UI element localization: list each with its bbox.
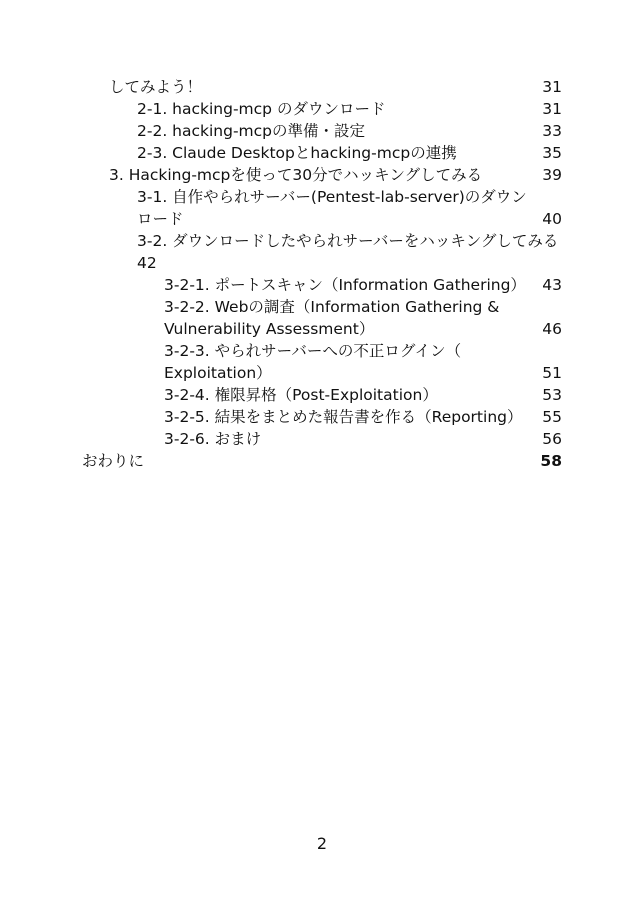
toc-entry-title: 2-3. Claude Desktopとhacking-mcpの連携	[137, 144, 457, 162]
toc-entry	[164, 274, 562, 296]
toc-entry-title: 2-1. hacking-mcp のダウンロード	[137, 100, 386, 118]
toc-entry-title: 3-2-3. やられサーバーへの不正ログイン（	[164, 342, 462, 360]
toc-entry-title: 3-1. 自作やられサーバー(Pentest-lab-server)のダウン	[137, 188, 527, 206]
toc-entry-title: 3-2-1. ポートスキャン（Information Gathering）	[164, 276, 526, 294]
toc-entry	[82, 450, 562, 472]
toc-entry-page: 31	[542, 100, 562, 118]
toc-entry-page: 46	[542, 320, 562, 338]
toc-entry-title-continued: ロード	[137, 210, 184, 228]
toc-entry-page: 31	[542, 78, 562, 96]
toc-entry-page: 33	[542, 122, 562, 140]
toc-entry	[137, 98, 562, 120]
toc-entry	[164, 384, 562, 406]
toc-entry-page: 51	[542, 364, 562, 382]
page-number: 2	[316, 834, 328, 853]
toc-entry	[137, 142, 562, 164]
toc-entry-title-continued: Vulnerability Assessment）	[164, 320, 375, 338]
toc-entry-page: 55	[542, 408, 562, 426]
toc-entry	[137, 230, 562, 274]
toc-entry-title: 3-2-6. おまけ	[164, 430, 262, 448]
toc-entry-title: 2-2. hacking-mcpの準備・設定	[137, 122, 366, 140]
toc-entry	[109, 76, 562, 98]
toc-entry	[164, 296, 562, 340]
toc-entry-page: 35	[542, 144, 562, 162]
toc-entry-page: 40	[542, 210, 562, 228]
toc-entry-page: 42	[137, 254, 157, 272]
table-of-contents	[0, 76, 644, 472]
toc-entry	[137, 120, 562, 142]
toc-entry-title-continued: Exploitation）	[164, 364, 272, 382]
toc-entry-title: 3. Hacking-mcpを使って30分でハッキングしてみる	[109, 166, 483, 184]
toc-entry-page: 43	[542, 276, 562, 294]
toc-entry	[164, 406, 562, 428]
toc-entry	[137, 186, 562, 230]
toc-entry-title: おわりに	[82, 452, 145, 470]
toc-entry	[164, 428, 562, 450]
toc-entry-page: 56	[542, 430, 562, 448]
toc-entry-title: してみよう！	[109, 78, 203, 96]
toc-entry-page: 58	[540, 452, 562, 470]
toc-entry	[109, 164, 562, 186]
toc-entry-title: 3-2-5. 結果をまとめた報告書を作る（Reporting）	[164, 408, 523, 426]
toc-entry-page: 39	[542, 166, 562, 184]
toc-entry	[164, 340, 562, 384]
toc-entry-page: 53	[542, 386, 562, 404]
toc-entry-title: 3-2-4. 権限昇格（Post-Exploitation）	[164, 386, 438, 404]
toc-entry-title: 3-2-2. Webの調査（Information Gathering &	[164, 298, 500, 316]
toc-entry-title: 3-2. ダウンロードしたやられサーバーをハッキングしてみる	[137, 232, 559, 250]
